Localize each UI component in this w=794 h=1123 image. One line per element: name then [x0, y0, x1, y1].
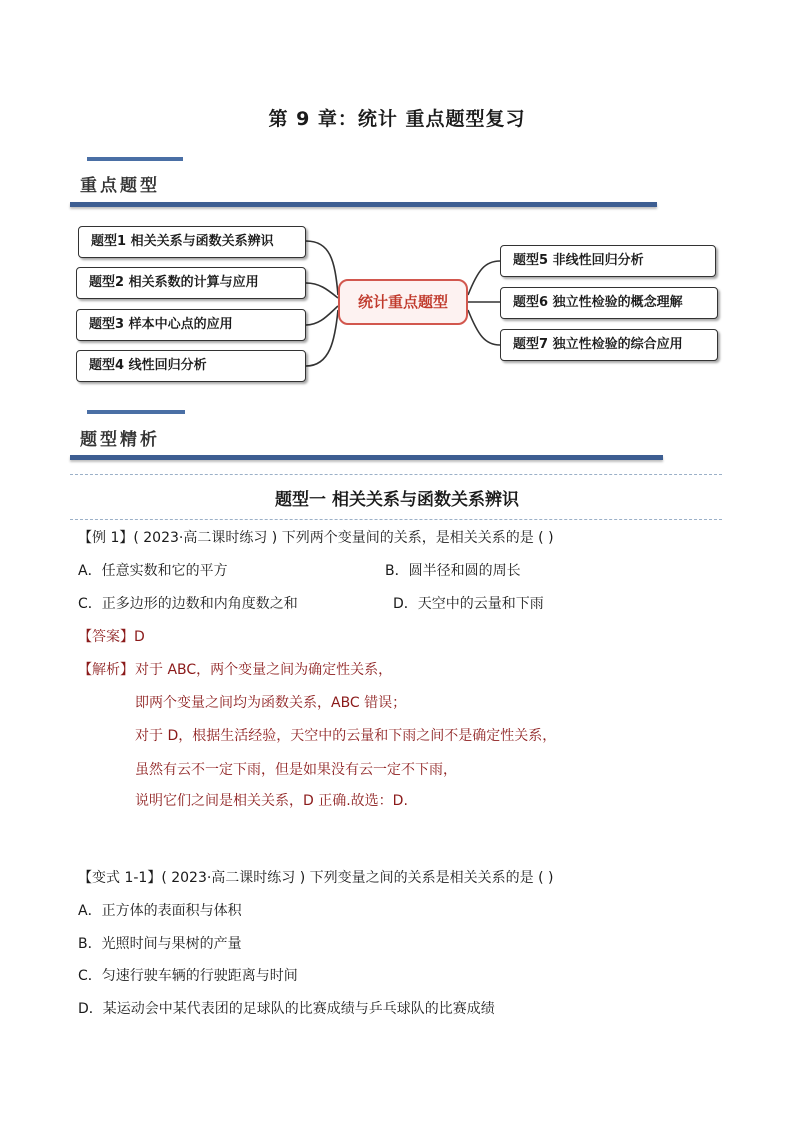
mindmap-type-5: 题型5 非线性回归分析 [500, 245, 716, 277]
answer-line [78, 627, 145, 647]
answer-value: D [134, 629, 145, 645]
analysis-line: 对于 ABC，两个变量之间为确定性关系， [135, 662, 393, 678]
mindmap-type-4: 题型4 线性回归分析 [76, 350, 306, 382]
section-bottom-bar [70, 455, 663, 460]
section-top-bar [87, 410, 185, 414]
variant-option-b: B．光照时间与果树的产量 [78, 936, 242, 952]
analysis-line: 虽然有云不一定下雨，但是如果没有云一定不下雨， [135, 762, 457, 778]
variant-option-a: A．正方体的表面积与体积 [78, 903, 242, 919]
mindmap-type-6: 题型6 独立性检验的概念理解 [500, 287, 718, 319]
option-b: B．圆半径和圆的周长 [385, 563, 521, 579]
type-heading: 题型一 相关关系与函数关系辨识 [275, 490, 519, 510]
mindmap-type-7: 题型7 独立性检验的综合应用 [500, 329, 718, 361]
dashed-divider [70, 519, 722, 520]
example-stem: 【例 1】( 2023·高二课时练习 ) 下列两个变量间的关系，是相关关系的是 ( ) [78, 530, 554, 546]
mindmap-type-1: 题型1 相关关系与函数关系辨识 [78, 226, 306, 258]
analysis-line: 说明它们之间是相关关系，D 正确.故选：D. [135, 793, 408, 809]
analysis-label: 【解析】 [78, 662, 134, 678]
mindmap-type-3: 题型3 样本中心点的应用 [76, 309, 306, 341]
section-heading-key-types: 重点题型 [80, 176, 160, 196]
analysis-line: 即两个变量之间均为函数关系，ABC 错误； [135, 695, 407, 711]
variant-option-c: C．匀速行驶车辆的行驶距离与时间 [78, 968, 298, 984]
option-a: A．任意实数和它的平方 [78, 563, 228, 579]
option-d: D．天空中的云量和下雨 [393, 596, 544, 612]
answer-label: 【答案】 [78, 629, 134, 645]
section-heading-analysis: 题型精析 [80, 430, 160, 450]
analysis-line: 对于 D，根据生活经验，天空中的云量和下雨之间不是确定性关系， [135, 728, 557, 744]
variant-stem: 【变式 1-1】( 2023·高二课时练习 ) 下列变量之间的关系是相关关系的是 ( ) [78, 870, 554, 886]
option-c: C．正多边形的边数和内角度数之和 [78, 596, 298, 612]
page-title: 第 9 章：统计 重点题型复习 [268, 108, 526, 130]
mindmap-center: 统计重点题型 [338, 279, 468, 325]
mindmap-type-2: 题型2 相关系数的计算与应用 [76, 267, 306, 299]
dashed-divider [70, 474, 722, 475]
variant-option-d: D．某运动会中某代表团的足球队的比赛成绩与乒乓球队的比赛成绩 [78, 1001, 495, 1017]
